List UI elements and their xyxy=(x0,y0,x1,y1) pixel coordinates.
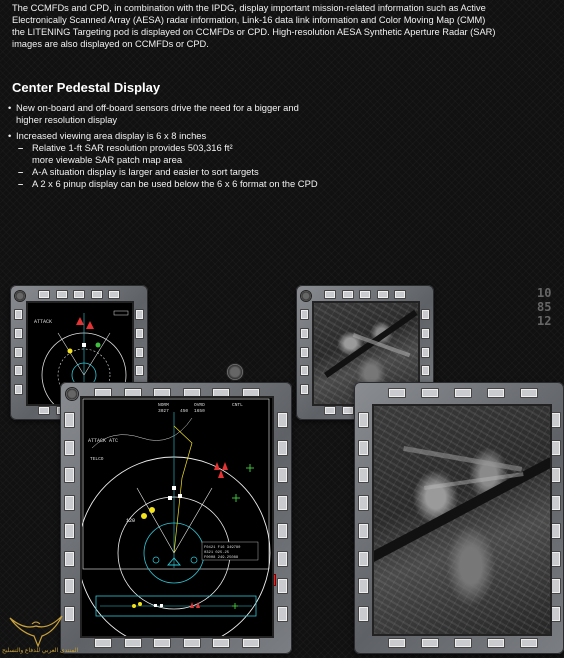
bezel-button[interactable] xyxy=(277,551,288,567)
pinup-symbol xyxy=(132,604,136,608)
friendly-symbol xyxy=(232,494,240,502)
bezel-button[interactable] xyxy=(56,290,68,299)
left-button-column xyxy=(358,412,369,622)
wingman-symbol xyxy=(149,507,155,513)
attack-label: ATTACK ATC xyxy=(88,438,119,444)
data-block-line: F0421 F16 349780 xyxy=(204,546,241,550)
route-line xyxy=(174,426,192,553)
bezel-button[interactable] xyxy=(358,578,369,594)
bezel-button[interactable] xyxy=(358,551,369,567)
sar-image xyxy=(374,406,550,634)
bezel-button[interactable] xyxy=(300,347,309,358)
mode-label: OVRD xyxy=(194,403,205,408)
building-row xyxy=(403,446,522,472)
pinup-threat xyxy=(190,602,194,608)
bezel-button[interactable] xyxy=(135,347,144,358)
pinup-friendly xyxy=(232,603,238,609)
target-symbol xyxy=(172,486,176,490)
bezel-button[interactable] xyxy=(64,412,75,428)
bezel-button[interactable] xyxy=(300,384,309,395)
main-radar-screen xyxy=(80,396,274,638)
bezel-button[interactable] xyxy=(300,309,309,320)
threat-symbol xyxy=(86,321,94,329)
bezel-button[interactable] xyxy=(388,388,406,398)
target-symbol xyxy=(178,494,182,498)
friendly-symbol xyxy=(68,349,73,354)
telco-label: TELCO xyxy=(90,457,104,462)
bezel-button[interactable] xyxy=(358,523,369,539)
bullet-1-line-1: New on-board and off-board sensors drive the need for a bigger and xyxy=(16,102,299,113)
bezel-button[interactable] xyxy=(277,495,288,511)
feature-list xyxy=(8,102,528,190)
bezel-button[interactable] xyxy=(454,388,472,398)
corner-knob[interactable] xyxy=(14,290,26,302)
runway-strip xyxy=(372,457,552,564)
bezel-button[interactable] xyxy=(487,388,505,398)
waypoint-symbol xyxy=(153,557,159,563)
bezel-button[interactable] xyxy=(277,523,288,539)
mode-label: NORM xyxy=(158,403,169,408)
bezel-button[interactable] xyxy=(124,638,142,648)
pinup-symbol xyxy=(160,604,163,607)
brightness-knob[interactable] xyxy=(226,363,244,381)
bottom-button-row xyxy=(94,638,260,648)
bezel-button[interactable] xyxy=(487,638,505,648)
bezel-button[interactable] xyxy=(64,467,75,483)
bezel-button[interactable] xyxy=(342,290,354,299)
mode-value: 450 xyxy=(180,409,189,414)
sub-item xyxy=(8,178,528,190)
edge-digits xyxy=(537,286,551,328)
threat-symbol xyxy=(218,470,224,478)
left-button-column xyxy=(300,309,309,395)
mode-value: 1650 xyxy=(194,409,205,414)
bezel-button[interactable] xyxy=(73,290,85,299)
left-button-column xyxy=(64,412,75,622)
bezel-button[interactable] xyxy=(212,638,230,648)
bezel-button[interactable] xyxy=(300,328,309,339)
sub-2: A-A situation display is larger and easier to sort targets xyxy=(32,166,259,177)
forum-logo xyxy=(2,610,79,656)
bezel-button[interactable] xyxy=(153,638,171,648)
dash-marker: – xyxy=(18,142,24,153)
intro-line-3: the LITENING Targeting pod is displayed on CCMFDs or CPD. High-resolution AESA Synthetic Aperture Radar (SAR) xyxy=(12,27,496,37)
mode-value: 3027 xyxy=(158,409,169,414)
wingman-symbol xyxy=(141,513,147,519)
intro-line-2: Electronically Scanned Array (AESA) radar information, Link-16 data link information and Color Moving Map (CMM) xyxy=(12,15,486,25)
bezel-button[interactable] xyxy=(277,412,288,428)
large-sar-screen xyxy=(372,404,552,636)
bezel-button[interactable] xyxy=(421,388,439,398)
left-button-column xyxy=(14,309,23,395)
bezel-button[interactable] xyxy=(183,638,201,648)
bezel-button[interactable] xyxy=(108,290,120,299)
bezel-button[interactable] xyxy=(300,365,309,376)
data-block-line: F0008 249.25088 xyxy=(204,556,239,560)
sub-1-line-2: more viewable SAR patch map area xyxy=(32,154,183,165)
bezel-button[interactable] xyxy=(394,290,406,299)
bezel-button[interactable] xyxy=(358,606,369,622)
bezel-button[interactable] xyxy=(135,328,144,339)
edge-digit-3: 12 xyxy=(537,314,552,328)
bezel-button[interactable] xyxy=(277,578,288,594)
threat-symbol xyxy=(76,317,84,325)
bullet-dot: • xyxy=(8,102,12,113)
data-block-line: 0321 025.25 xyxy=(204,551,230,555)
bezel-button[interactable] xyxy=(277,606,288,622)
sub-item xyxy=(8,142,528,154)
intro-paragraph xyxy=(12,2,552,50)
bezel-button[interactable] xyxy=(358,440,369,456)
bezel-button[interactable] xyxy=(388,638,406,648)
bezel-button[interactable] xyxy=(14,384,23,395)
section-title: Center Pedestal Display xyxy=(12,80,161,95)
small-attack-label: ATTACK xyxy=(34,319,53,325)
bezel-button[interactable] xyxy=(94,638,112,648)
azimuth-line xyxy=(84,333,110,375)
mode-label: CNTL xyxy=(232,403,243,408)
friendly-symbol xyxy=(96,343,101,348)
bezel-button[interactable] xyxy=(421,365,430,376)
bullet-1-line-2: higher resolution display xyxy=(16,114,118,125)
bezel-button[interactable] xyxy=(421,309,430,320)
friendly-symbol xyxy=(246,464,254,472)
target-symbol xyxy=(168,496,172,500)
edge-digit-1: 10 xyxy=(537,286,552,300)
bezel-button[interactable] xyxy=(277,440,288,456)
corner-knob[interactable] xyxy=(65,387,79,401)
bezel-button[interactable] xyxy=(242,638,260,648)
threat-symbol xyxy=(222,462,228,470)
bezel-button[interactable] xyxy=(64,495,75,511)
bezel-button[interactable] xyxy=(14,365,23,376)
edge-digit-2: 85 xyxy=(537,300,552,314)
bottom-button-row xyxy=(388,638,538,648)
right-button-column xyxy=(277,412,288,622)
bezel-button[interactable] xyxy=(64,440,75,456)
bezel-button[interactable] xyxy=(324,406,336,415)
bezel-button[interactable] xyxy=(64,523,75,539)
bezel-button[interactable] xyxy=(358,412,369,428)
corner-knob[interactable] xyxy=(300,290,312,302)
bezel-button[interactable] xyxy=(324,290,336,299)
center-pedestal-display xyxy=(60,382,292,654)
dash-marker: – xyxy=(18,178,24,189)
pinup-symbol xyxy=(138,602,142,606)
bezel-button[interactable] xyxy=(14,328,23,339)
top-button-row xyxy=(388,388,538,398)
intro-line-4: images are also displayed on CCMFDs or CPD. xyxy=(12,39,209,49)
bezel-button[interactable] xyxy=(359,290,371,299)
bezel-button[interactable] xyxy=(377,290,389,299)
bezel-button[interactable] xyxy=(342,406,354,415)
range-label: 120 xyxy=(126,518,136,524)
top-button-row xyxy=(324,290,406,299)
data-box xyxy=(114,311,128,315)
bezel-button[interactable] xyxy=(91,290,103,299)
pinup-symbol xyxy=(154,604,157,607)
sub-1-line-1: Relative 1-ft SAR resolution provides 503,316 ft² xyxy=(32,142,233,153)
bezel-button[interactable] xyxy=(38,406,50,415)
main-situation-display xyxy=(82,398,272,636)
bezel-button[interactable] xyxy=(14,309,23,320)
bullet-2: Increased viewing area display is 6 x 8 inches xyxy=(16,130,207,141)
right-pedestal-display xyxy=(354,382,564,654)
intro-line-1: The CCMFDs and CPD, in combination with the IPDG, display important mission-related information such as Active xyxy=(12,3,486,13)
sub-3: A 2 x 6 pinup display can be used below the 6 x 6 format on the CPD xyxy=(32,178,318,189)
bezel-button[interactable] xyxy=(135,365,144,376)
bullet-item xyxy=(8,102,528,126)
bezel-button[interactable] xyxy=(14,347,23,358)
bezel-button[interactable] xyxy=(454,638,472,648)
bullet-dot: • xyxy=(8,130,12,141)
logo-text: المنتدى العربي للدفاع والتسليح xyxy=(2,648,79,654)
waypoint-symbol xyxy=(191,557,197,563)
bezel-button[interactable] xyxy=(277,467,288,483)
target-symbol xyxy=(82,343,86,347)
runway-strip xyxy=(324,310,418,378)
bezel-button[interactable] xyxy=(358,495,369,511)
bezel-button[interactable] xyxy=(358,467,369,483)
bezel-button[interactable] xyxy=(421,328,430,339)
bezel-button[interactable] xyxy=(520,638,538,648)
bezel-button[interactable] xyxy=(135,309,144,320)
bezel-button[interactable] xyxy=(421,347,430,358)
azimuth-line xyxy=(58,333,84,375)
bezel-button[interactable] xyxy=(520,388,538,398)
bezel-button[interactable] xyxy=(421,638,439,648)
bullet-item xyxy=(8,130,528,142)
bezel-button[interactable] xyxy=(38,290,50,299)
eagle-icon xyxy=(2,610,74,650)
bezel-button[interactable] xyxy=(64,551,75,567)
top-button-row xyxy=(38,290,120,299)
sub-item xyxy=(8,166,528,178)
dash-marker: – xyxy=(18,166,24,177)
bezel-button[interactable] xyxy=(64,578,75,594)
